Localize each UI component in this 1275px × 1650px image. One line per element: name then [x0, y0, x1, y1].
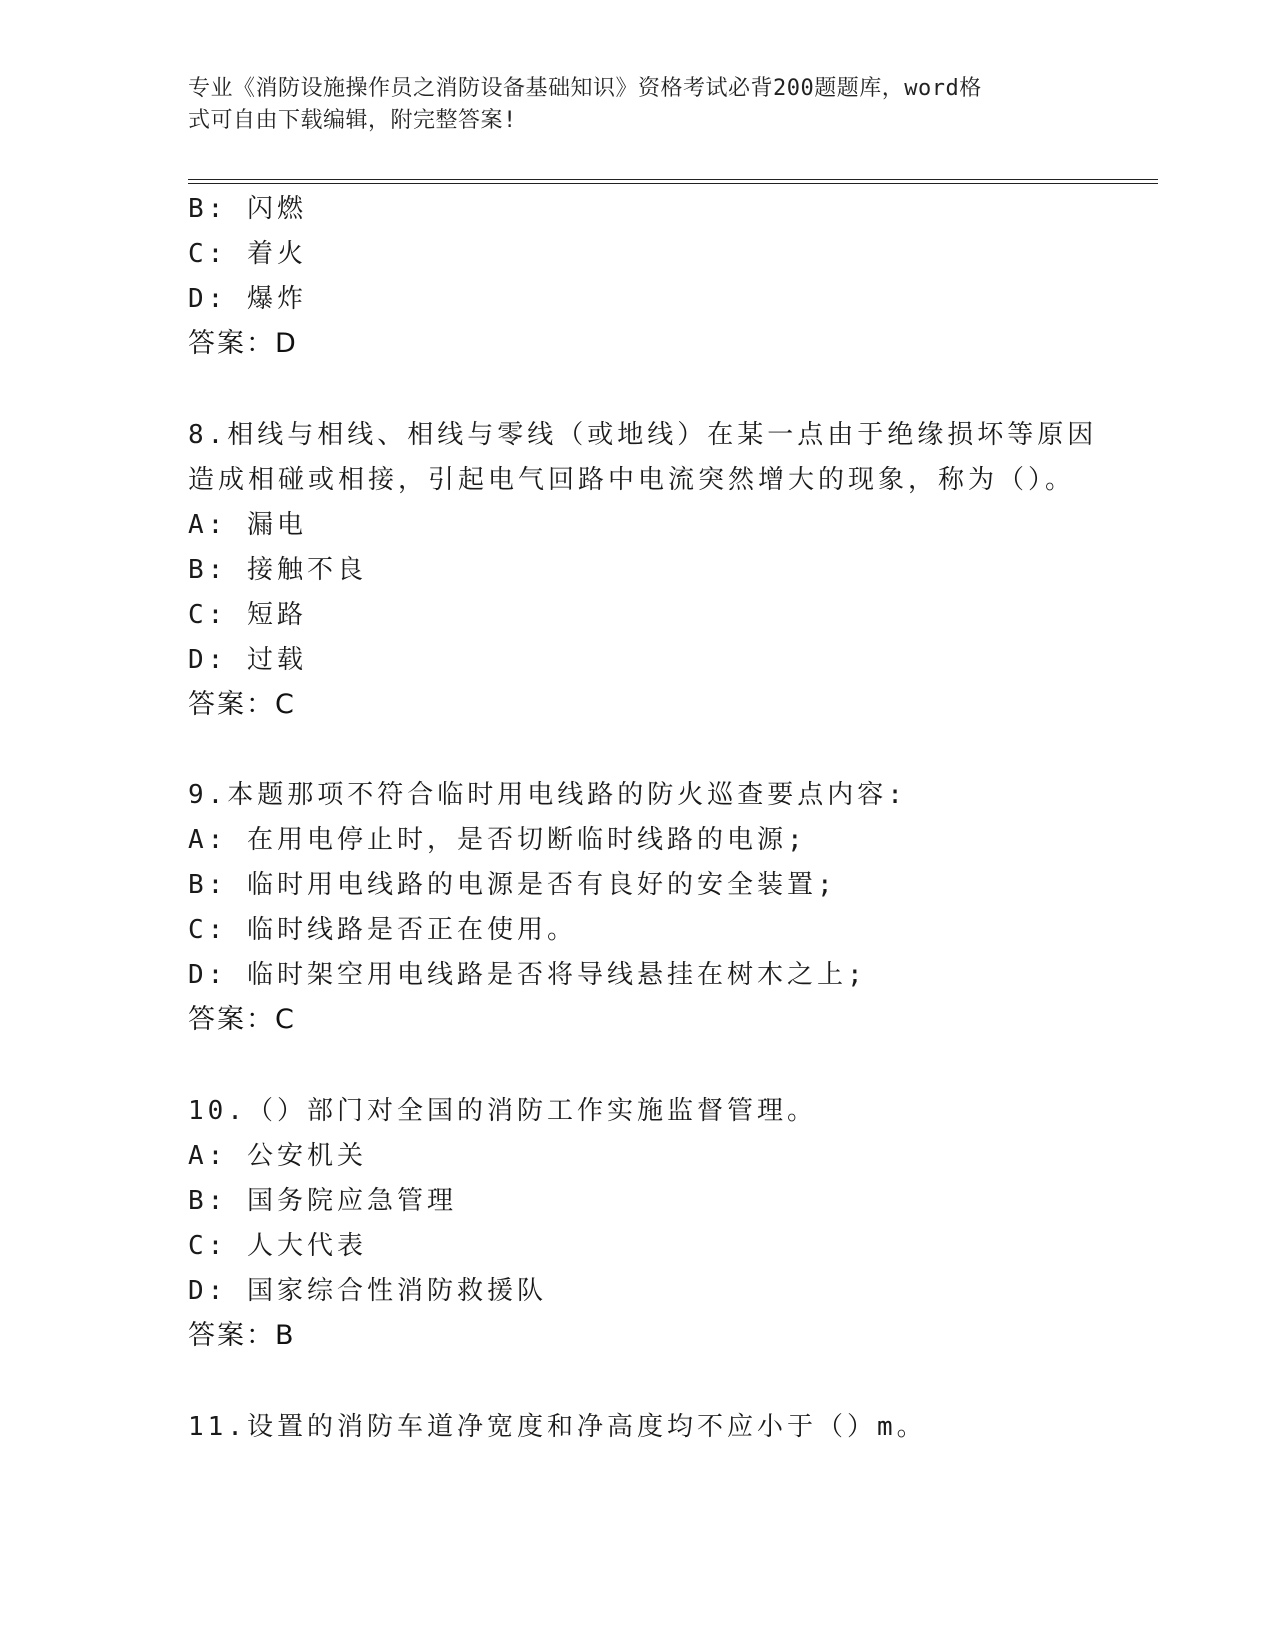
- header-divider-bottom: [188, 183, 1158, 184]
- q10-option-c: C: 人大代表: [188, 1231, 367, 1261]
- q9-option-c: C: 临时线路是否正在使用。: [188, 915, 577, 945]
- q8-answer: 答案：C: [188, 689, 296, 720]
- q10-option-b: B: 国务院应急管理: [188, 1186, 457, 1216]
- q8-stem-line-1: 8.相线与相线、相线与零线（或地线）在某一点由于绝缘损坏等原因: [188, 420, 1098, 450]
- q8-option-d: D: 过载: [188, 645, 307, 675]
- header-line-1: 专业《消防设施操作员之消防设备基础知识》资格考试必背200题题库，word格: [188, 76, 982, 101]
- q10-option-d: D: 国家综合性消防救援队: [188, 1276, 547, 1306]
- q9-answer: 答案：C: [188, 1004, 296, 1035]
- document-header: [188, 73, 1068, 137]
- q8-option-b: B: 接触不良: [188, 555, 367, 585]
- q9-option-d: D: 临时架空用电线路是否将导线悬挂在树木之上;: [188, 960, 867, 990]
- q8-option-c: C: 短路: [188, 600, 307, 630]
- header-line-2: 式可自由下载编辑，附完整答案!: [188, 108, 517, 133]
- q9-stem: 9.本题那项不符合临时用电线路的防火巡查要点内容:: [188, 780, 907, 810]
- q7-option-c: C: 着火: [188, 239, 307, 269]
- q7-option-b: B: 闪燃: [188, 194, 307, 224]
- q7-option-d: D: 爆炸: [188, 284, 307, 314]
- q11-stem: 11.设置的消防车道净宽度和净高度均不应小于（）m。: [188, 1412, 927, 1442]
- q9-option-a: A: 在用电停止时，是否切断临时线路的电源;: [188, 825, 807, 855]
- header-divider-top: [188, 179, 1158, 180]
- q10-stem: 10.（）部门对全国的消防工作实施监督管理。: [188, 1096, 817, 1126]
- q10-option-a: A: 公安机关: [188, 1141, 367, 1171]
- q9-option-b: B: 临时用电线路的电源是否有良好的安全装置;: [188, 870, 837, 900]
- q8-option-a: A: 漏电: [188, 510, 307, 540]
- q10-answer: 答案：B: [188, 1320, 296, 1351]
- q7-answer: 答案：D: [188, 328, 298, 359]
- q8-stem-line-2: 造成相碰或相接，引起电气回路中电流突然增大的现象，称为（）。: [188, 465, 1076, 495]
